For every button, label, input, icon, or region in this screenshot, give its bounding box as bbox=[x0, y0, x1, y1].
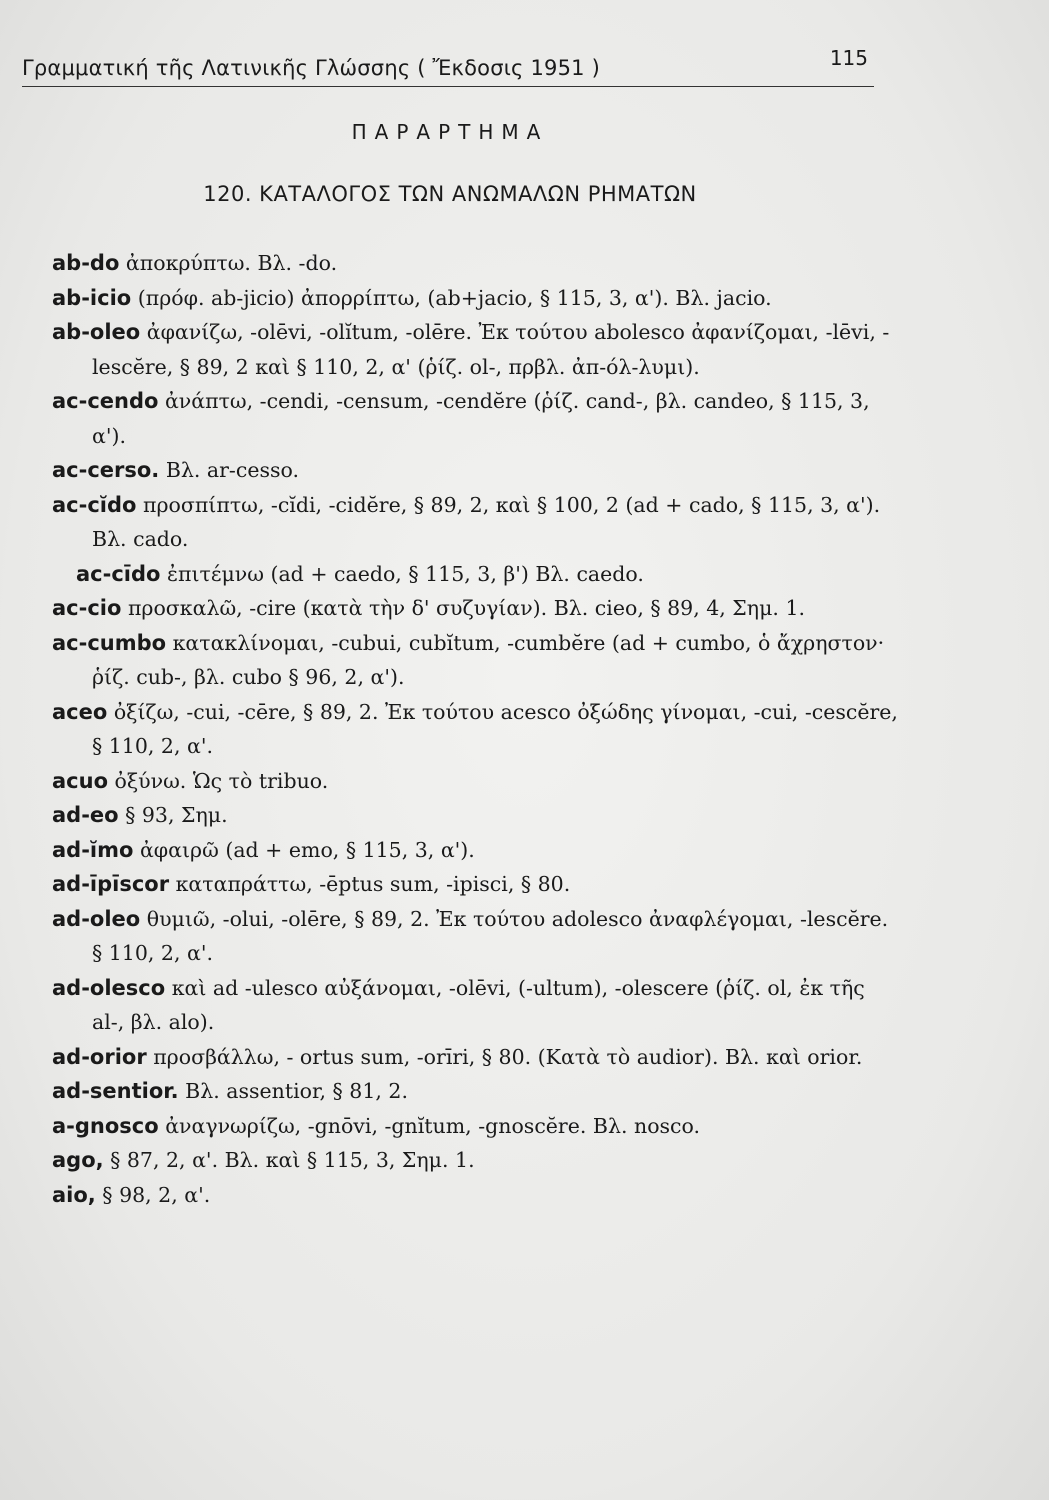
verb-entry bbox=[52, 591, 902, 626]
running-header bbox=[22, 46, 874, 87]
verb-definition: § 98, 2, α'. bbox=[95, 1182, 211, 1207]
verb-headword: ab-do bbox=[52, 251, 120, 275]
verb-definition: ὀξίζω, -cui, -cēre, § 89, 2. Ἐκ τούτου acesco ὀξώδης γίνομαι, -cui, -cescĕre, § 110, 2, α'. bbox=[92, 699, 898, 758]
verb-entry bbox=[52, 384, 902, 453]
verb-definition: ἐπιτέμνω (ad + caedo, § 115, 3, β') Βλ. caedo. bbox=[160, 561, 644, 586]
verb-definition: ἀφανίζω, -olēvi, -olĭtum, -olēre. Ἐκ τούτου abolesco ἀφανίζομαι, -lēvi, -lescĕre, § 89, 2 καὶ § 110, 2, α' (ῥίζ. ol-, πρβλ. ἀπ-όλ-λυμι). bbox=[92, 320, 890, 379]
verb-headword: ad-sentior. bbox=[52, 1079, 179, 1103]
verb-entry bbox=[52, 281, 902, 316]
verb-headword: a-gnosco bbox=[52, 1113, 159, 1138]
verb-entry bbox=[52, 315, 902, 384]
verb-definition: ἀναγνωρίζω, -gnōvi, -gnĭtum, -gnoscĕre. Βλ. nosco. bbox=[158, 1113, 701, 1138]
verb-headword: ab-icio bbox=[52, 285, 132, 310]
verb-definition: Βλ. ar-cesso. bbox=[159, 458, 300, 482]
verb-entry bbox=[52, 1109, 902, 1144]
verb-entry bbox=[52, 1074, 902, 1109]
verb-entry bbox=[52, 557, 902, 592]
verb-entry bbox=[52, 246, 902, 281]
verb-entry bbox=[52, 971, 902, 1040]
verb-entry bbox=[52, 1178, 902, 1213]
verb-definition: Βλ. assentior, § 81, 2. bbox=[178, 1079, 408, 1103]
verb-entry bbox=[52, 867, 902, 902]
verb-headword: ac-cendo bbox=[52, 389, 159, 413]
verb-headword: ad-īpīscor bbox=[52, 872, 170, 896]
verb-headword: ad-orior bbox=[52, 1044, 147, 1069]
verb-definition: προσβάλλω, - ortus sum, -orīri, § 80. (Κατὰ τὸ audior). Βλ. καὶ orior. bbox=[146, 1044, 863, 1069]
verb-headword: ago, bbox=[52, 1148, 104, 1172]
verb-headword: ac-cerso. bbox=[52, 458, 160, 482]
verb-headword: ad-olesco bbox=[52, 975, 166, 1000]
verb-definition: θυμιῶ, -olui, -olēre, § 89, 2. Ἐκ τούτου adolesco ἀναφλέγομαι, -lescĕre. § 110, 2, α'. bbox=[92, 906, 889, 965]
verb-entry bbox=[52, 764, 902, 799]
verb-list bbox=[52, 246, 902, 1212]
verb-entry bbox=[52, 1040, 902, 1075]
verb-definition: καὶ ad -ulesco αὐξάνομαι, -olēvi, (-ultum), -olescere (ῥίζ. ol, ἐκ τῆς al-, βλ. alo). bbox=[92, 975, 865, 1034]
verb-headword: ac-cĭdo bbox=[52, 492, 137, 517]
verb-headword: acuo bbox=[52, 768, 108, 793]
verb-entry bbox=[52, 488, 902, 557]
verb-entry bbox=[52, 626, 902, 695]
page-number: 115 bbox=[829, 46, 868, 70]
verb-headword: ac-cio bbox=[52, 596, 122, 620]
verb-entry bbox=[52, 1143, 902, 1178]
book-title: Γραμματική τῆς Λατινικῆς Γλώσσης ( Ἔκδοσις 1951 ) bbox=[22, 56, 600, 80]
verb-headword: ad-ĭmo bbox=[52, 837, 134, 862]
verb-headword: ac-cīdo bbox=[76, 561, 161, 586]
verb-definition: ἀφαιρῶ (ad + emo, § 115, 3, α'). bbox=[133, 837, 475, 862]
verb-entry bbox=[52, 798, 902, 833]
verb-definition: ἀποκρύπτω. Βλ. -do. bbox=[119, 251, 338, 275]
verb-definition: § 93, Σημ. bbox=[118, 803, 228, 827]
section-heading: 120. ΚΑΤΑΛΟΓΟΣ ΤΩΝ ΑΝΩΜΑΛΩΝ ΡΗΜΑΤΩΝ bbox=[203, 182, 697, 206]
appendix-heading: ΠΑΡΑΡΤΗΜΑ bbox=[351, 120, 549, 144]
verb-definition: ὀξύνω. Ὡς τὸ tribuo. bbox=[108, 768, 329, 793]
verb-entry bbox=[52, 453, 902, 488]
verb-headword: ad-eo bbox=[52, 803, 119, 827]
verb-definition: κατακλίνομαι, -cubui, cubĭtum, -cumbĕre (ad + cumbo, ὁ ἄχρηστον· ῥίζ. cub-, βλ. cubo § 96, 2, α'). bbox=[92, 630, 885, 689]
verb-headword: ac-cumbo bbox=[52, 630, 167, 655]
verb-entry bbox=[52, 695, 902, 764]
verb-headword: ad-oleo bbox=[52, 906, 141, 931]
verb-headword: aceo bbox=[52, 699, 108, 724]
verb-definition: ἀνάπτω, -cendi, -censum, -cendĕre (ῥίζ. cand-, βλ. candeo, § 115, 3, α'). bbox=[92, 389, 870, 448]
verb-headword: ab-oleo bbox=[52, 320, 141, 344]
verb-definition: προσπίπτω, -cĭdi, -cidĕre, § 89, 2, καὶ § 100, 2 (ad + cado, § 115, 3, α'). Βλ. cado. bbox=[92, 492, 881, 551]
verb-definition: § 87, 2, α'. Βλ. καὶ § 115, 3, Σημ. 1. bbox=[103, 1148, 475, 1172]
verb-headword: aio, bbox=[52, 1182, 96, 1207]
verb-definition: προσκαλῶ, -cire (κατὰ τὴν δ' συζυγίαν). Βλ. cieo, § 89, 4, Σημ. 1. bbox=[121, 596, 805, 620]
verb-definition: καταπράττω, -ēptus sum, -ipisci, § 80. bbox=[169, 872, 571, 896]
verb-definition: (πρόφ. ab-jicio) ἀπορρίπτω, (ab+jacio, § 115, 3, α'). Βλ. jacio. bbox=[131, 285, 772, 310]
verb-entry bbox=[52, 902, 902, 971]
verb-entry bbox=[52, 833, 902, 868]
